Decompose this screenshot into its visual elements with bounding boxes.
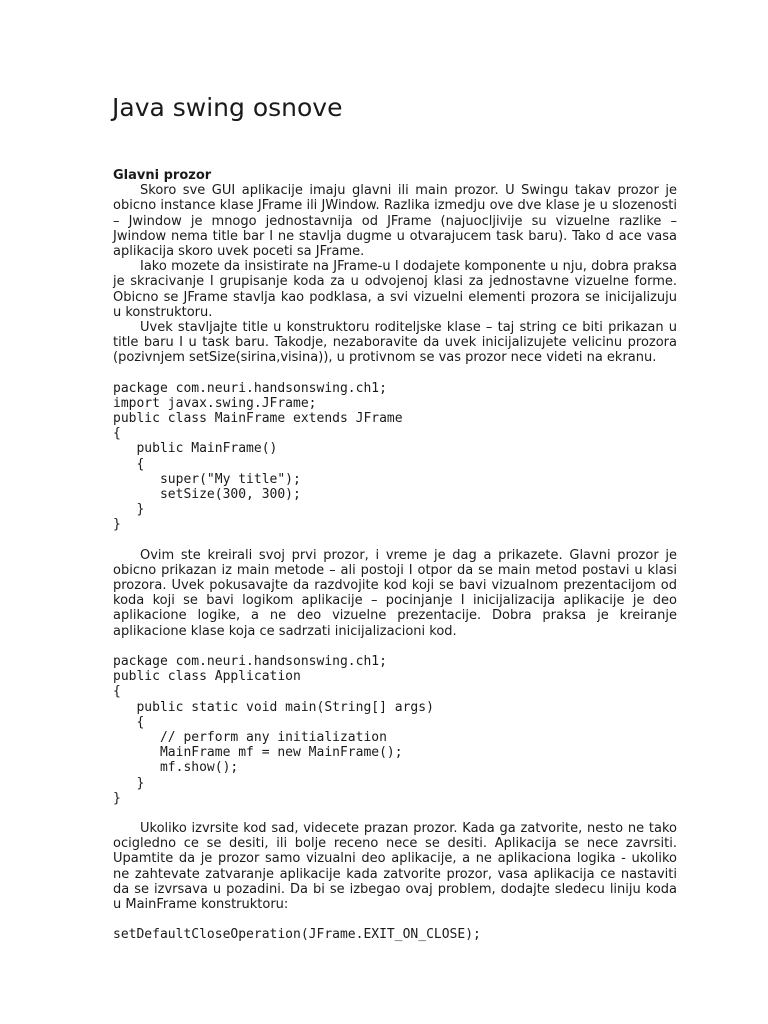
code-block: package com.neuri.handsonswing.ch1; import javax.swing.JFrame; public class MainFrame extends JFrame { public MainFrame() { super("My title"); setSize(300, 300); } } xyxy=(113,380,403,533)
section-heading: Glavni prozor xyxy=(113,168,212,183)
document-body xyxy=(113,168,677,942)
code-line: setDefaultCloseOperation(JFrame.EXIT_ON_CLOSE); xyxy=(113,927,481,943)
body-paragraph: Iako mozete da insistirate na JFrame-u I dodajete komponente u nju, dobra praksa je skracivanje I grupisanje koda za u odvojenoj klasi za jednostavne vizuelne forme. Obicno se JFrame stavlja kao podklasa, a svi vizuelni elementi prozora se inicijalizuju u konstruktoru. xyxy=(113,259,677,320)
body-paragraph: Ovim ste kreirali svoj prvi prozor, i vreme je dag a prikazete. Glavni prozor je obicno prikazan iz main metode – ali postoji I otpor da se main metod postavi u klasi prozora. Uvek pokusavajte da razdvojite kod koji se bavi vizualnom prezentacijom od koda koji se bavi logikom aplikacije – pocinjanje I inicijalizacija aplikacije je deo aplikacione logike, a ne deo vizuelne prezentacije. Dobra praksa je kreiranje aplikacione klase koja ce sadrzati inicijalizacioni kod. xyxy=(113,547,677,639)
code-block: package com.neuri.handsonswing.ch1; public class Application { public static void main(String[] args) { // perform any initialization MainFrame mf = new MainFrame(); mf.show(); } } xyxy=(113,653,434,806)
body-paragraph: Uvek stavljajte title u konstruktoru roditeljske klase – taj string ce biti prikazan u title baru I u task baru. Takodje, nezaboravite da uvek inicijalizujete velicinu prozora (pozivnjem setSize(sirina,visina)), u protivnom se vas prozor nece videti na ekranu. xyxy=(113,320,677,366)
document-title: Java swing osnove xyxy=(112,93,343,122)
body-paragraph: Skoro sve GUI aplikacije imaju glavni ili main prozor. U Swingu takav prozor je obicno instance klase JFrame ili JWindow. Razlika izmedju ove dve klase je u slozenosti – Jwindow je mnogo jednostavnija od JFrame (najuocljivije su vizuelne razlike – Jwindow nema title bar I ne stavlja dugme u otvarajucem task baru). Tako d ace vasa aplikacija skoro uvek poceti sa JFrame. xyxy=(113,183,677,260)
body-paragraph: Ukoliko izvrsite kod sad, videcete prazan prozor. Kada ga zatvorite, nesto ne tako ocigledno ce se desiti, ili bolje receno nece se desiti. Aplikacija se nece zavrsiti. Upamtite da je prozor samo vizualni deo aplikacije, a ne aplikaciona logika - ukoliko ne zahtevate zatvaranje aplikacije kada zatvorite prozor, vasa aplikacija ce nastaviti da se izvrsava u pozadini. Da bi se izbegao ovaj problem, dodajte sledecu liniju koda u MainFrame konstruktoru: xyxy=(113,820,677,912)
